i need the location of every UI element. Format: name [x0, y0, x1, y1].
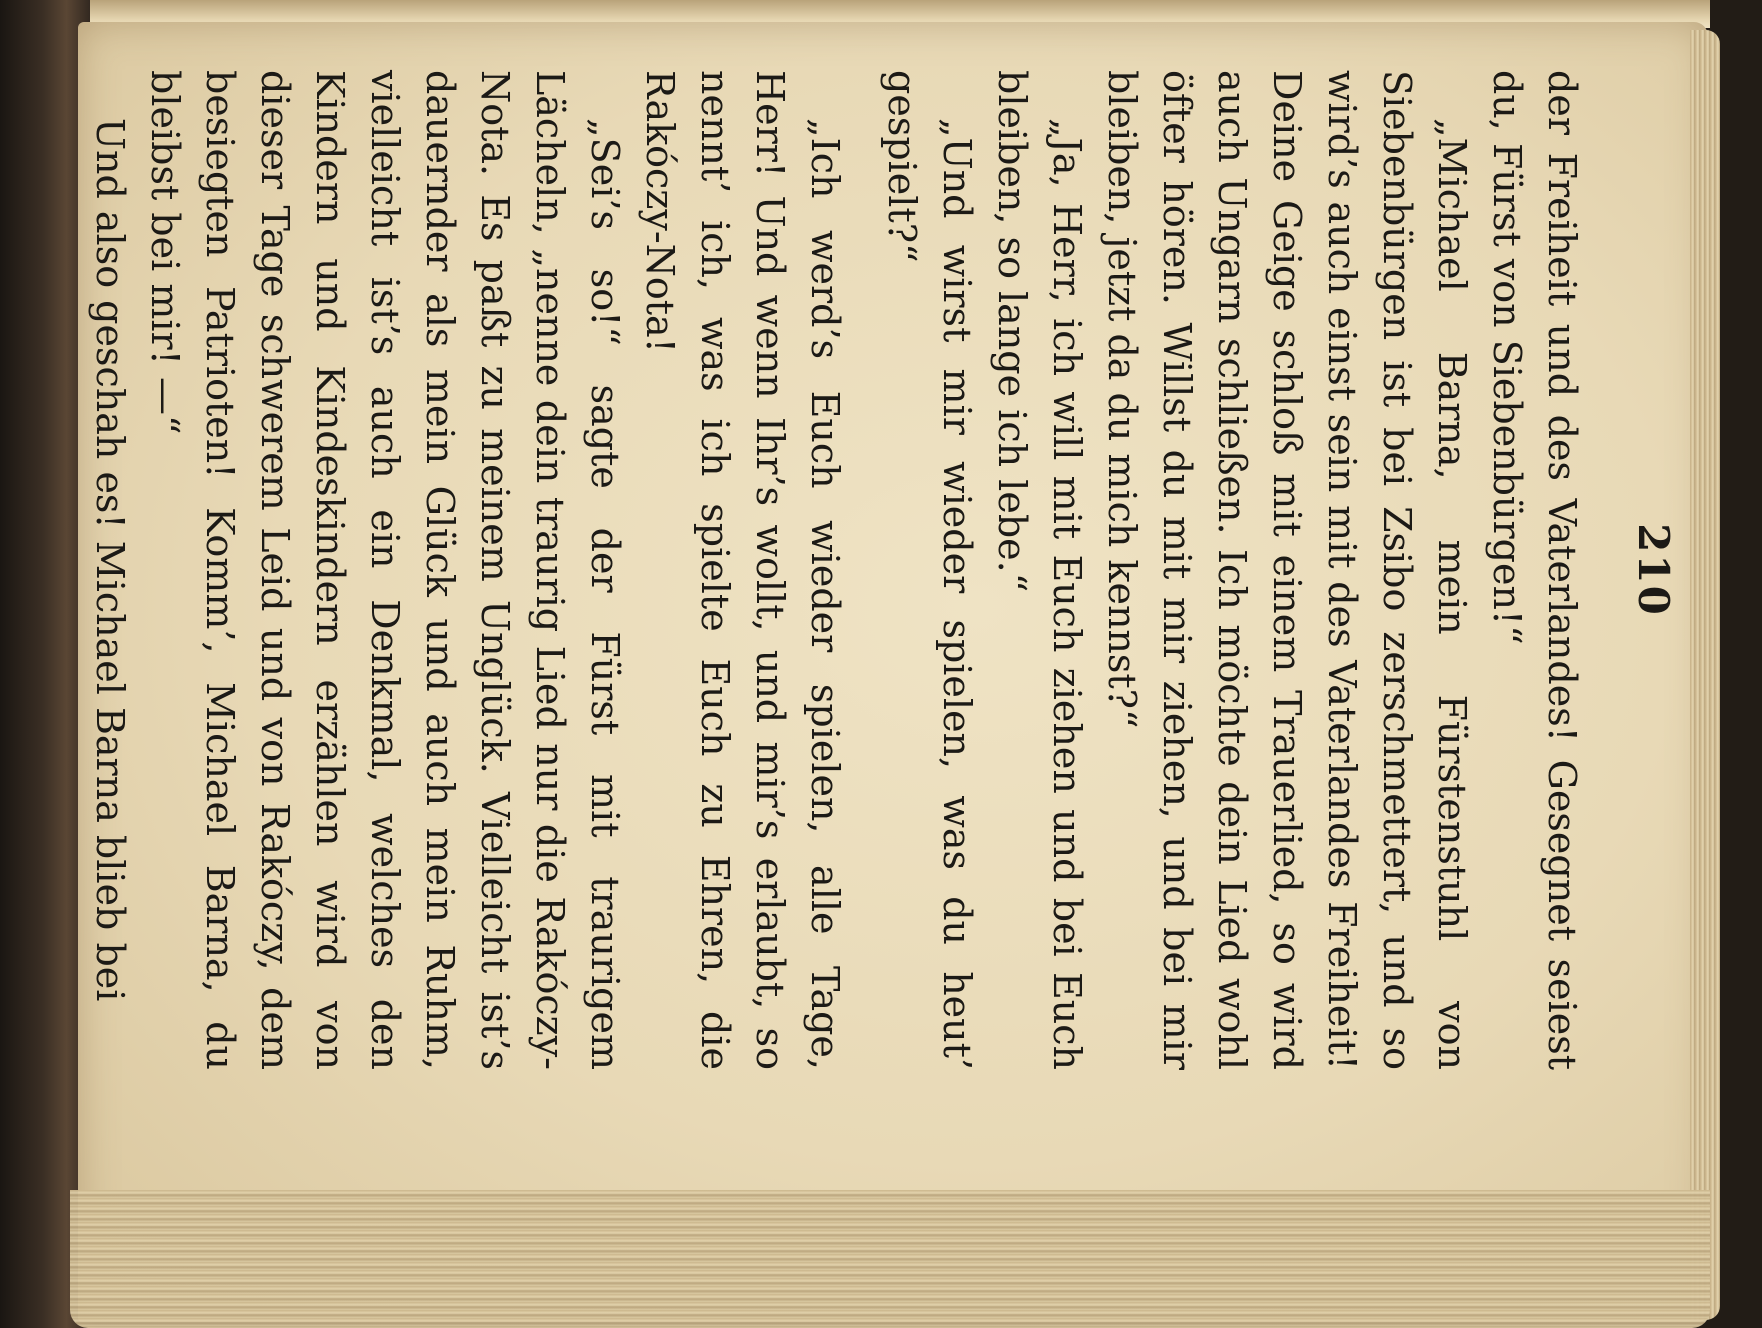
paragraph-6: „Sei’s so!“ sagte der Fürst mit traurigem Lächeln, „nenne dein traurig Lied nur die Rakóczy-Nota. Es paßt zu meinem Unglück. Vielleicht ist’s dauernder als mein Glück und auch mein Ruhm, vielleicht ist’s auch ein Denkmal, welches den Kindern und Kindeskindern erzählen wird von dieser Tage schwerem Leid und von Rakóczy, dem besiegten Patrioten! Komm’, Michael Barna, du bleibst bei mir! —“ [143, 70, 627, 1070]
paragraph-4: „Und wirst mir wieder spielen, was du heut’ gespielt?“ [880, 70, 979, 1070]
page-number: 210 [1629, 523, 1678, 617]
page-stack-bottom [70, 1190, 1710, 1328]
page-stack-right [1690, 30, 1720, 1320]
rotated-text-block [82, 70, 1678, 1070]
paragraph-5: „Ich werd’s Euch wieder spielen, alle Tage, Herr! Und wenn Ihr’s wollt, und mir’s erlaubt, so nennt’ ich, was ich spielte Euch zu Ehren, die Rakóczy-Nota! [638, 70, 847, 1070]
paragraph-7: Und also geschah es! Michael Barna blieb bei [88, 118, 132, 1002]
paragraph-1: der Freiheit und des Vaterlandes! Gesegnet seiest du, Fürst von Siebenbürgen!“ [1485, 70, 1584, 1070]
body-text [82, 70, 1589, 1070]
paragraph-2: „Michael Barna, mein Fürstenstuhl von Siebenbürgen ist bei Zsibo zerschmettert, und so wird’s auch einst sein mit des Vaterlandes Freiheit! Deine Geige schloß mit einem Trauerlied, so wird auch Ungarn schließen. Ich möchte dein Lied wohl öfter hören. Willst du mit mir ziehen, und bei mir bleiben, jetzt da du mich kennst?“ [1100, 70, 1474, 1070]
paragraph-3: „Ja, Herr, ich will mit Euch ziehen und bei Euch bleiben, so lange ich lebe.“ [990, 70, 1089, 1070]
